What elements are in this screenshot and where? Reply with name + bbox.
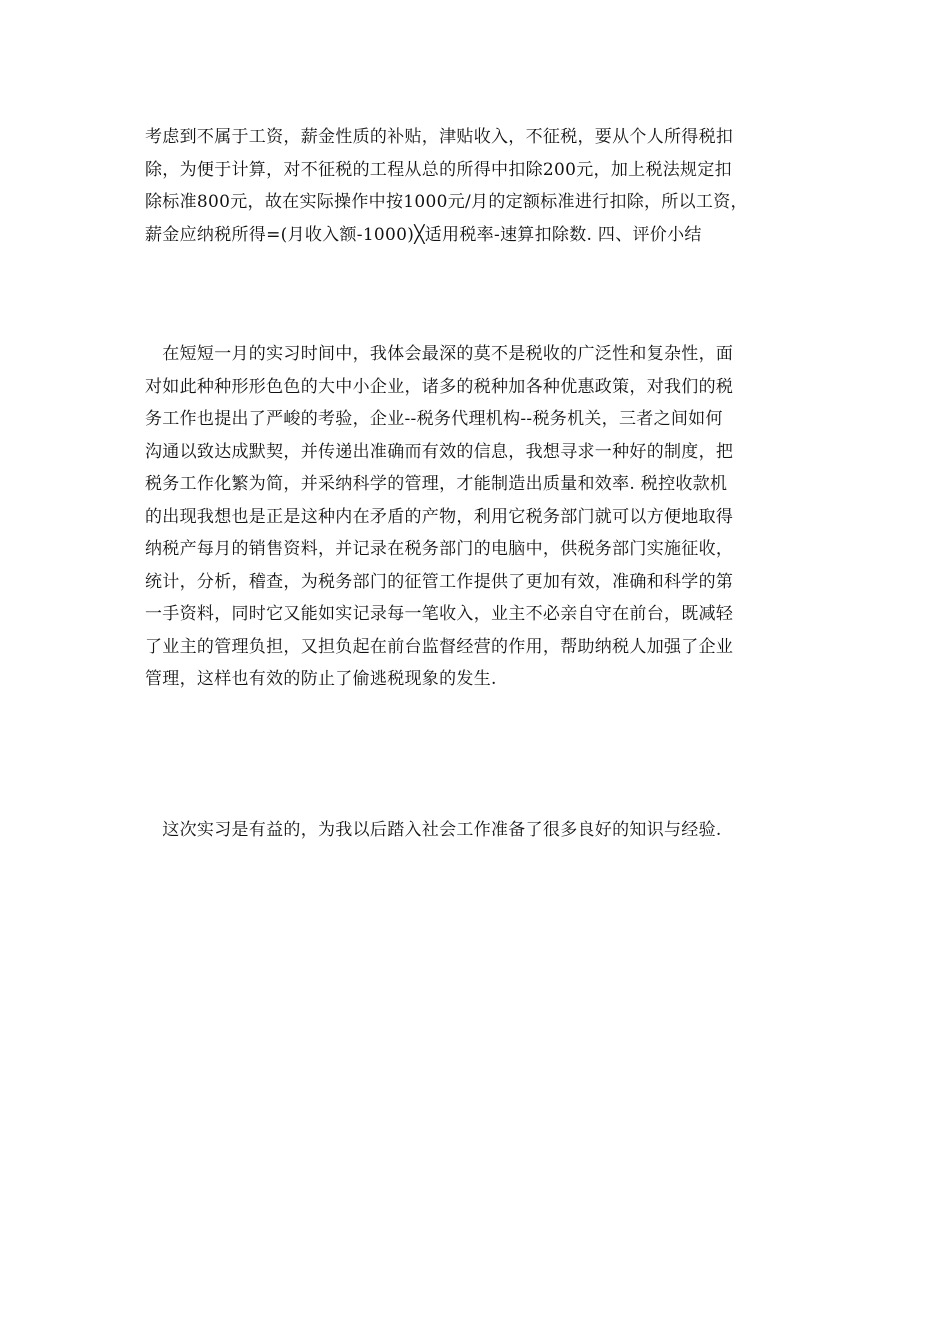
paragraph-line: 管理，这样也有效的防止了偷逃税现象的发生. bbox=[145, 669, 497, 689]
paragraph-tax-deduction bbox=[145, 121, 805, 251]
paragraph-line: 税务工作化繁为简，并采纳科学的管理，才能制造出质量和效率. 税控收款机 bbox=[145, 474, 728, 494]
paragraph-line: 了业主的管理负担，又担负起在前台监督经营的作用，帮助纳税人加强了企业 bbox=[145, 636, 734, 657]
paragraph-internship-reflection bbox=[145, 338, 805, 696]
paragraph-line: 一手资料，同时它又能如实记录每一笔收入，业主不必亲自守在前台，既减轻 bbox=[145, 604, 734, 624]
paragraph-conclusion bbox=[145, 814, 805, 847]
paragraph-line: 的出现我想也是正是这种内在矛盾的产物，利用它税务部门就可以方便地取得 bbox=[145, 506, 734, 527]
paragraph-line: 统计，分析，稽查，为税务部门的征管工作提供了更加有效，准确和科学的第 bbox=[145, 571, 734, 592]
paragraph-line: 除，为便于计算，对不征税的工程从总的所得中扣除200元，加上税法规定扣 bbox=[145, 159, 732, 180]
paragraph-line: 除标准800元，故在实际操作中按1000元/月的定额标准进行扣除，所以工资， bbox=[145, 192, 748, 212]
paragraph-line: 务工作也提出了严峻的考验，企业--税务代理机构--税务机关，三者之间如何 bbox=[145, 409, 723, 429]
paragraph-line: 薪金应纳税所得=(月收入额-1000)╳适用税率-速算扣除数. 四、评价小结 bbox=[145, 224, 702, 245]
paragraph-line: 考虑到不属于工资，薪金性质的补贴，津贴收入，不征税，要从个人所得税扣 bbox=[145, 127, 734, 147]
paragraph-line: 沟通以致达成默契，并传递出准确而有效的信息，我想寻求一种好的制度，把 bbox=[145, 441, 734, 462]
paragraph-line: 纳税产每月的销售资料，并记录在税务部门的电脑中，供税务部门实施征收， bbox=[145, 539, 734, 559]
paragraph-line: 在短短一月的实习时间中，我体会最深的莫不是税收的广泛性和复杂性，面 bbox=[145, 344, 734, 364]
paragraph-line: 这次实习是有益的，为我以后踏入社会工作准备了很多良好的知识与经验. bbox=[145, 820, 722, 840]
paragraph-line: 对如此种种形形色色的大中小企业，诸多的税种加各种优惠政策，对我们的税 bbox=[145, 376, 734, 397]
